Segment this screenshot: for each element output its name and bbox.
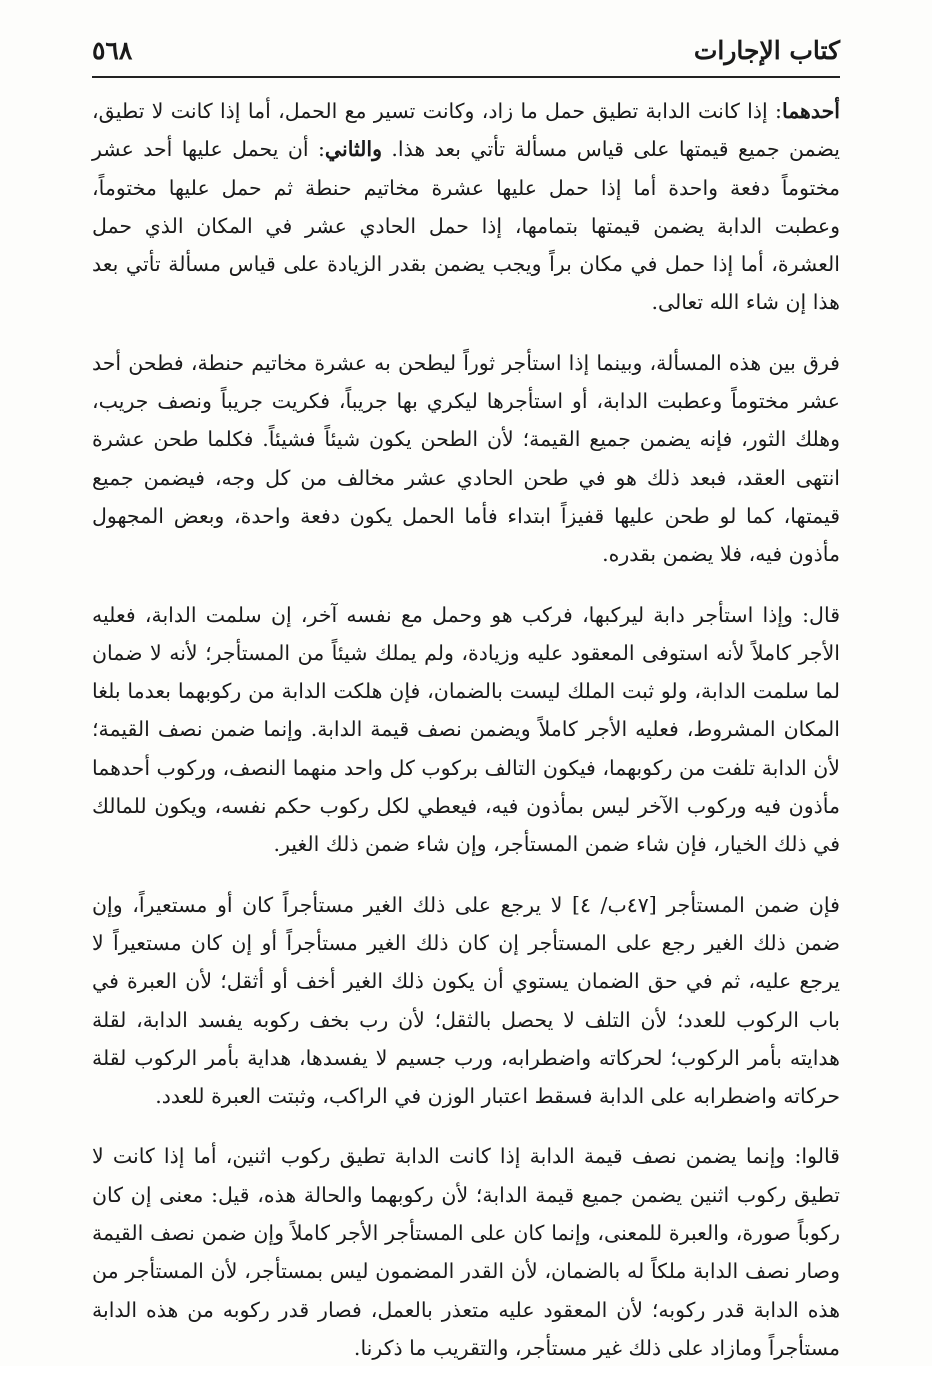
page-number: ٥٦٨ [92, 35, 133, 65]
running-title: كتاب الإجارات [693, 35, 840, 65]
paragraph-text: : أن يحمل عليها أحد عشر مختوماً دفعة واحدة أما إذا حمل عليها عشرة مخاتيم حنطة ثم حمل عليها مختوماً، وعطبت الدابة يضمن قيمتها بتمامها، إذا حمل الحادي عشر في المكان الذي حمل العشرة، أما إذا حمل في مكان براً ويجب يضمن بقدر الزيادة على قياس مسألة تأتي بعد هذا إن شاء الله تعالى. [92, 137, 840, 315]
paragraph-5 [92, 1137, 840, 1367]
paragraph-text: فإن ضمن المستأجر [٤٧ب/ ٤] لا يرجع على ذلك الغير مستأجراً كان أو مستعيراً، وإن ضمن ذلك الغير رجع على المستأجر إن كان ذلك الغير مستأجراً أو إن كان مستعيراً لا يرجع عليه، ثم في حق الضمان يستوي أن يكون ذلك الغير أخف أو أثقل؛ لأن العبرة في باب الركوب للعدد؛ لأن التلف لا يحصل بالثقل؛ لأن رب بخف ركوبه يفسد الدابة، لقلة هدايته بأمر الركوب؛ لحركاته واضطرابه، ورب جسيم لا يفسدها، هداية بأمر الركوب لقلة حركاته واضطرابه على الدابة فسقط اعتبار الوزن في الراكب، وثبتت العبرة للعدد. [92, 892, 840, 1109]
paragraph-text: : إذا كانت الدابة تطيق حمل ما زاد، وكانت تسير مع الحمل، أما إذا كانت لا تطيق، يضمن جميع قيمتها على قياس مسألة تأتي بعد هذا. [92, 99, 840, 162]
keyword-second: والثاني [324, 137, 382, 162]
paragraph-1 [92, 92, 840, 322]
paragraph-2 [92, 344, 840, 574]
header-rule [92, 76, 840, 78]
paragraph-text: قال: وإذا استأجر دابة ليركبها، فركب هو وحمل مع نفسه آخر، إن سلمت الدابة، فعليه الأجر كاملاً لأنه استوفى المعقود عليه وزيادة، ولم يملك شيئاً من المستأجر؛ لأنه لا ضمان لما سلمت الدابة، ولو ثبت الملك ليست بالضمان، فإن هلكت الدابة من ركوبهما بعدما بلغا المكان المشروط، فعليه الأجر كاملاً ويضمن نصف قيمة الدابة. وإنما ضمن نصف القيمة؛ لأن الدابة تلفت من ركوبهما، فيكون التالف بركوب كل واحد منهما النصف، وركوب أحدهما مأذون فيه وركوب الآخر ليس بمأذون فيه، فيعطي لكل ركوب حكم نفسه، ويكون للمالك في ذلك الخيار، فإن شاء ضمن المستأجر، وإن شاء ضمن ذلك الغير. [92, 602, 840, 857]
paragraph-text: قالوا: وإنما يضمن نصف قيمة الدابة إذا كانت الدابة تطيق ركوب اثنين، أما إذا كانت لا تطيق ركوب اثنين يضمن جميع قيمة الدابة؛ لأن ركوبهما والحالة هذه، قيل: معنى إن كان ركوباً صورة، والعبرة للمعنى، وإنما كان على المستأجر الأجر كاملاً وإن ضمن نصف القيمة وصار نصف الدابة ملكاً له بالضمان، لأن القدر المضمون ليس بمستأجر، لأن المستأجر من هذه الدابة قدر ركوبه؛ لأن المعقود عليه متعذر بالعمل، فصار قدر ركوبه من هذه الدابة مستأجراً ومازاد على ذلك غير مستأجر، والتقريب ما ذكرنا. [92, 1144, 840, 1360]
paragraph-3 [92, 596, 840, 864]
paragraph-text: فرق بين هذه المسألة، وبينما إذا استأجر ثوراً ليطحن به عشرة مخاتيم حنطة، فطحن أحد عشر مختوماً وعطبت الدابة، أو استأجرها ليكري بها جريباً، فكريت جريباً ونصف جريب، وهلك الثور، فإنه يضمن جميع القيمة؛ لأن الطحن يكون شيئاً فشيئاً. فكلما طحن عشرة انتهى العقد، فبعد ذلك هو في طحن الحادي عشر مخالف من كل وجه، فيضمن جميع قيمتها، كما لو طحن عليها قفيزاً ابتداء فأما الحمل يكون دفعة واحدة، وبعض المجهول مأذون فيه، فلا يضمن بقدره. [92, 350, 840, 567]
paragraph-4 [92, 886, 840, 1116]
keyword-first: أحدهما [781, 99, 840, 123]
running-header [92, 30, 840, 70]
page-body [92, 92, 840, 1389]
